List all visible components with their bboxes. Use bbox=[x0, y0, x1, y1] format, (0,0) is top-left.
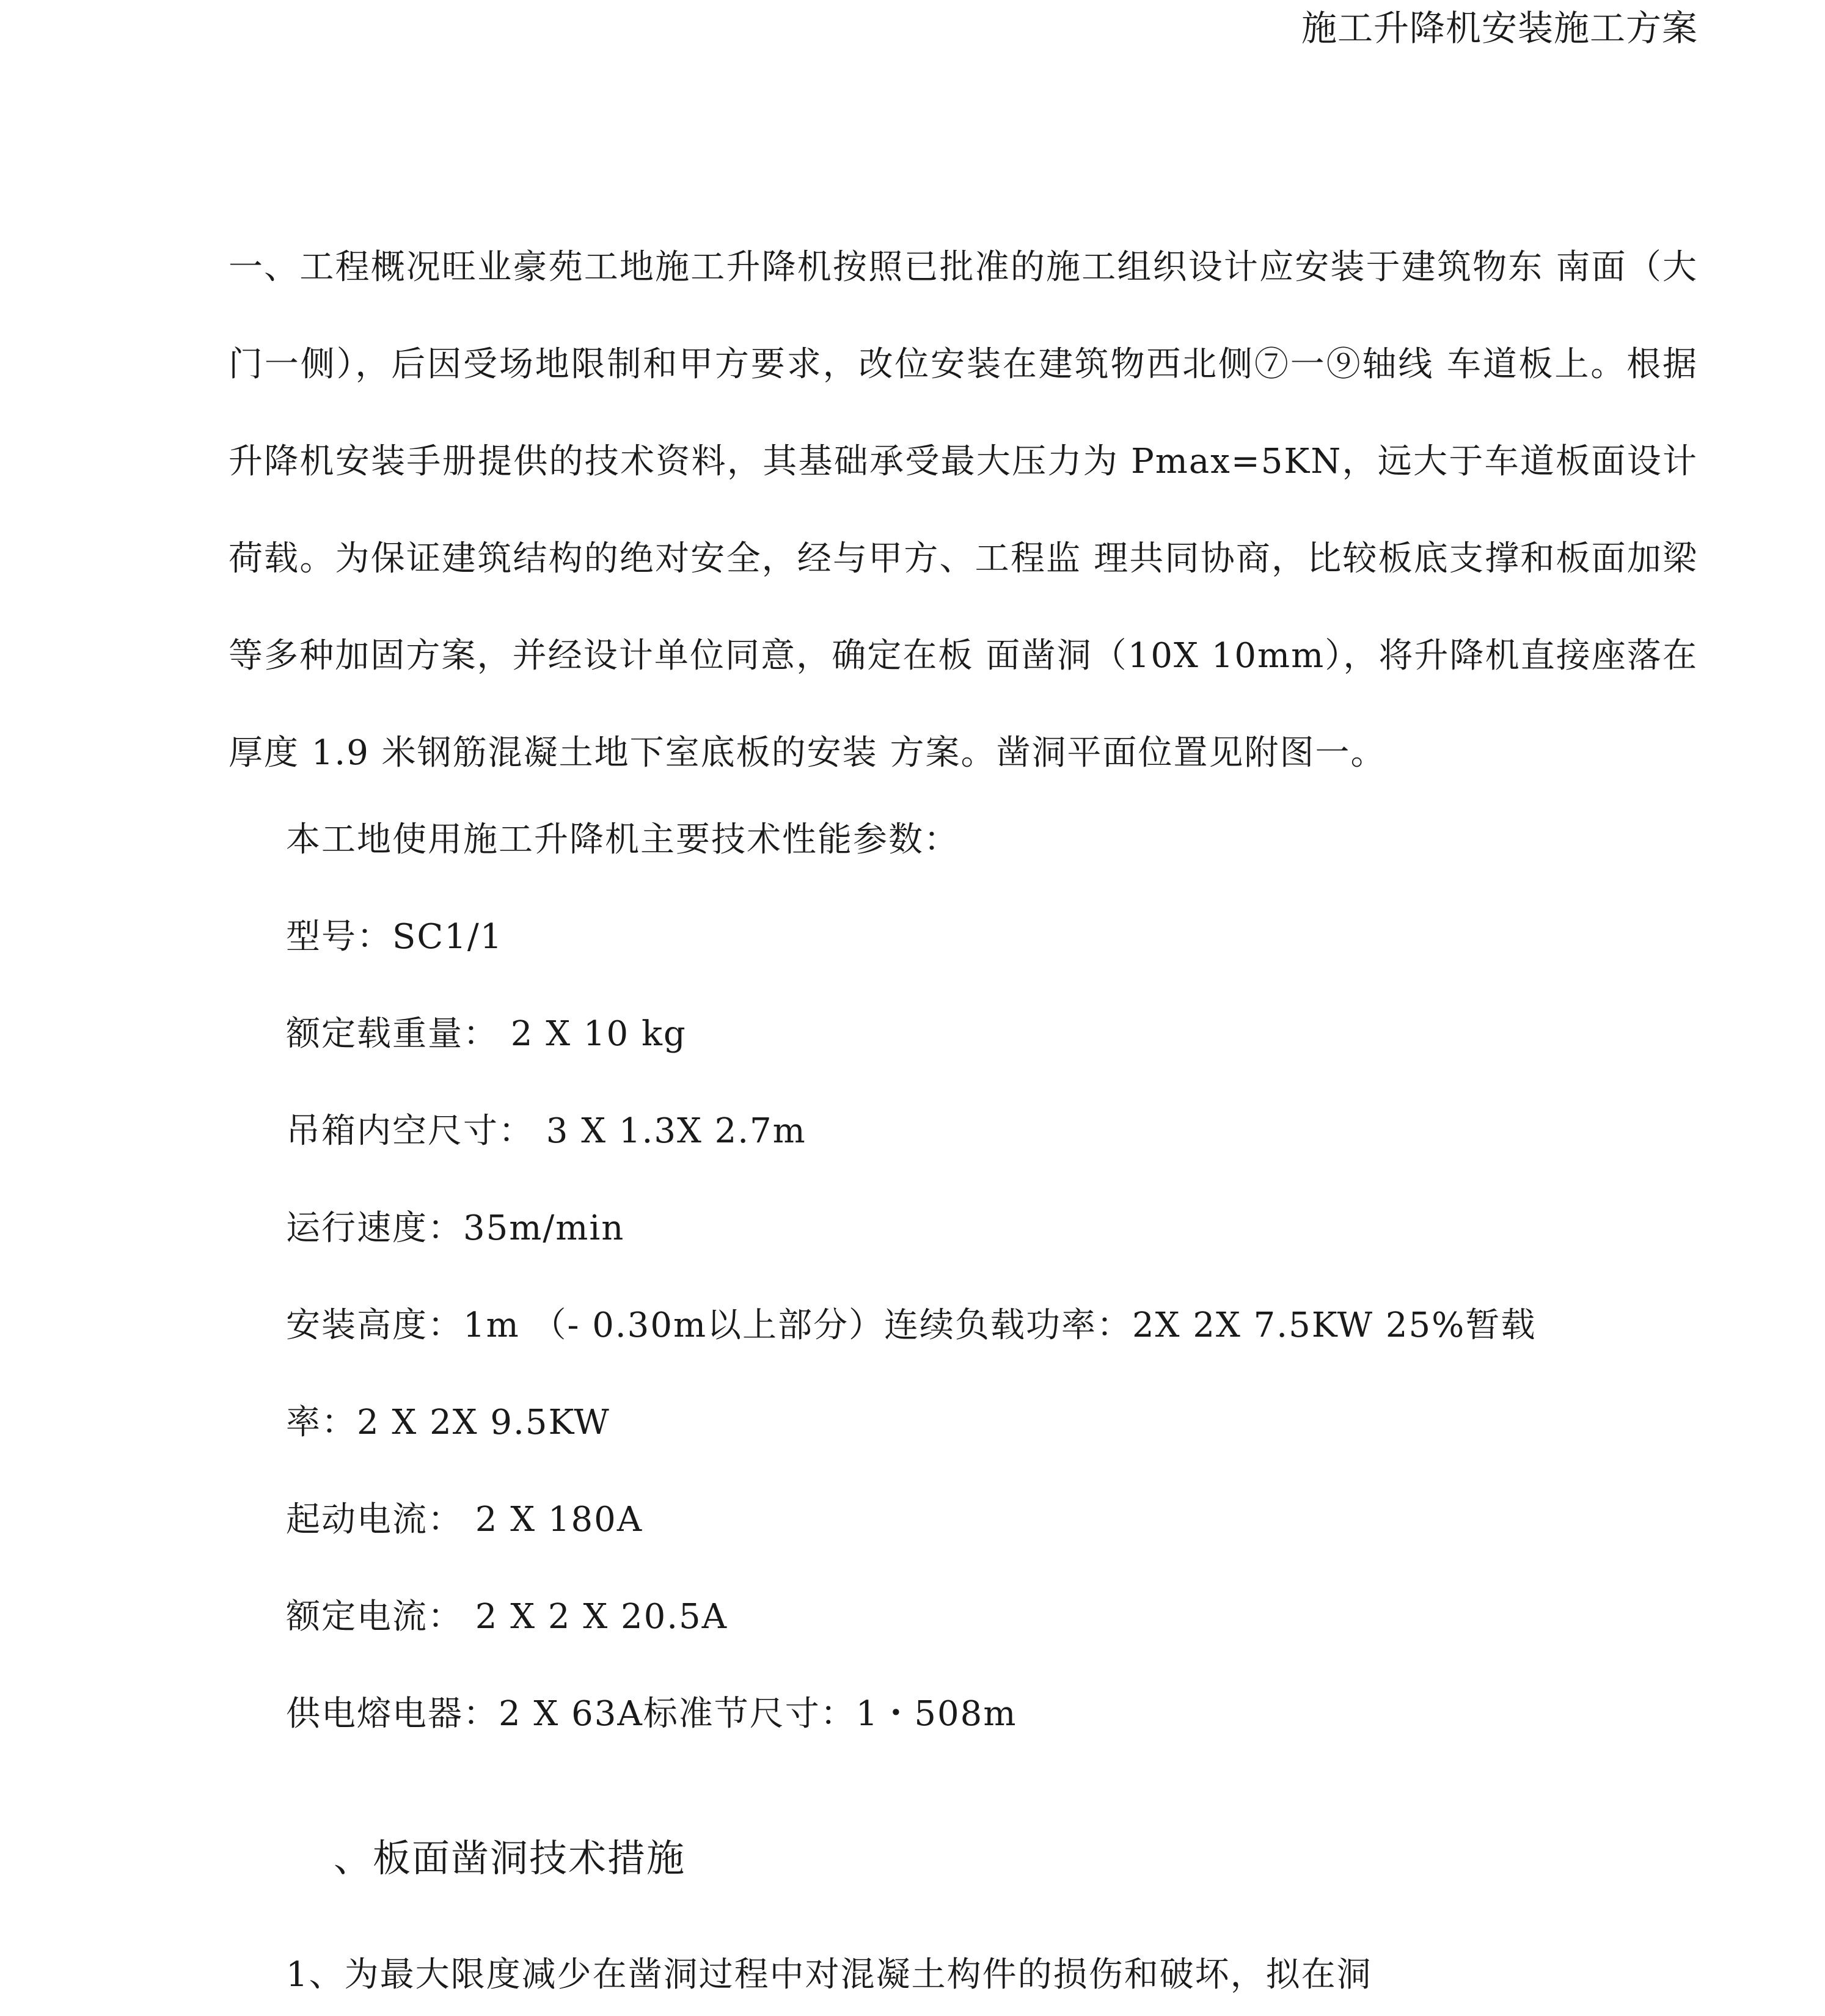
specs-intro: 本工地使用施工升降机主要技术性能参数： bbox=[286, 820, 959, 860]
section-title-slab-hole-measures: 、板面凿洞技术措施 bbox=[334, 1836, 686, 1880]
spec-rated-load: 额定载重量： 2 X 10 kg bbox=[286, 1014, 687, 1054]
spec-model: 型号：SC1/1 bbox=[286, 917, 503, 957]
spec-power-continued: 率：2 X 2X 9.5KW bbox=[286, 1403, 610, 1442]
spec-cage-size: 吊箱内空尺寸： 3 X 1.3X 2.7m bbox=[286, 1111, 806, 1151]
measure-item-1: 1、为最大限度减少在凿洞过程中对混凝土构件的损伤和破坏，拟在洞 bbox=[286, 1955, 1372, 1995]
spec-rated-current: 额定电流： 2 X 2 X 20.5A bbox=[286, 1597, 728, 1637]
running-header: 施工升降机安装施工方案 bbox=[1301, 7, 1698, 49]
spec-speed: 运行速度：35m/min bbox=[286, 1208, 625, 1248]
spec-fuse-section-size: 供电熔电器：2 X 63A标准节尺寸：1・508m bbox=[286, 1694, 1017, 1734]
spec-install-height-power: 安装高度：1m （- 0.30m以上部分）连续负载功率：2X 2X 7.5KW 25%暂载 bbox=[286, 1306, 1537, 1345]
spec-starting-current: 起动电流： 2 X 180A bbox=[286, 1500, 643, 1539]
project-overview-paragraph: 一、工程概况旺业豪苑工地施工升降机按照已批准的施工组织设计应安装于建筑物东 南面（大门一侧），后因受场地限制和甲方要求，改位安装在建筑物西北侧⑦一⑨轴线 车道板上。根据升降机安装手册提供的技术资料，其基础承受最大压力为 Pmax=5KN，远大于车道板面设计荷载。为保证建筑结构的绝对安全，经与甲方、工程监 理共同协商，比较板底支撑和板面加梁等多种加固方案，并经设计单位同意，确定在板 面凿洞（10X 10mm），将升降机直接座落在厚度 1.9 米钢筋混凝土地下室底板的安装 方案。凿洞平面位置见附图一。 bbox=[229, 247, 1698, 773]
